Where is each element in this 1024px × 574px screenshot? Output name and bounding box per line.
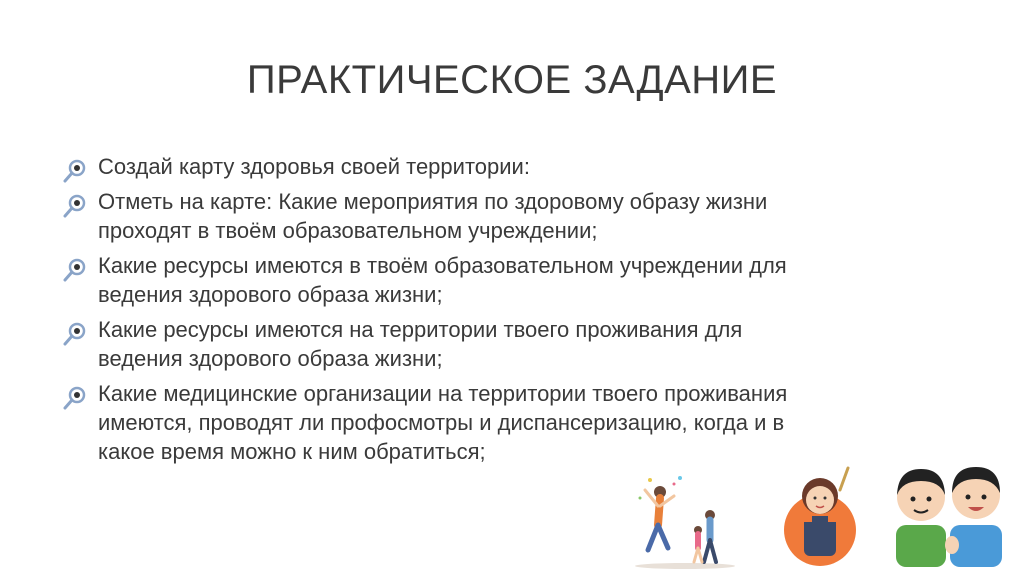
slide-title: ПРАКТИЧЕСКОЕ ЗАДАНИЕ (246, 58, 778, 102)
bullet-list (60, 152, 940, 472)
bullet-text: Отметь на карте: Какие мероприятия по здоровому образу жизни проходят в твоём образовательном учреждении; (98, 189, 768, 243)
girl-eating-illustration (780, 460, 860, 570)
magnifier-bullet-icon (60, 319, 92, 351)
magnifier-bullet-icon (60, 255, 92, 287)
illustrations (630, 455, 1020, 570)
magnifier-bullet-icon (60, 383, 92, 415)
list-item (60, 379, 940, 466)
bullet-text: Какие медицинские организации на территории твоего проживания имеются, проводят ли профосмотры и диспансеризацию, когда и в какое время можно к ним обратиться; (98, 381, 788, 464)
list-item (60, 152, 940, 181)
magnifier-bullet-icon (60, 191, 92, 223)
bullet-text: Какие ресурсы имеются на территории твоего проживания для ведения здорового образа жизни; (98, 317, 743, 371)
list-item (60, 187, 940, 245)
bullet-text: Какие ресурсы имеются в твоём образовательном учреждении для ведения здорового образа жизни; (98, 253, 787, 307)
list-item (60, 315, 940, 373)
bullet-text: Создай карту здоровья своей территории: (98, 154, 530, 179)
two-boys-illustration (888, 455, 1008, 567)
magnifier-bullet-icon (60, 156, 92, 188)
list-item (60, 251, 940, 309)
dancing-people-illustration (630, 470, 740, 570)
